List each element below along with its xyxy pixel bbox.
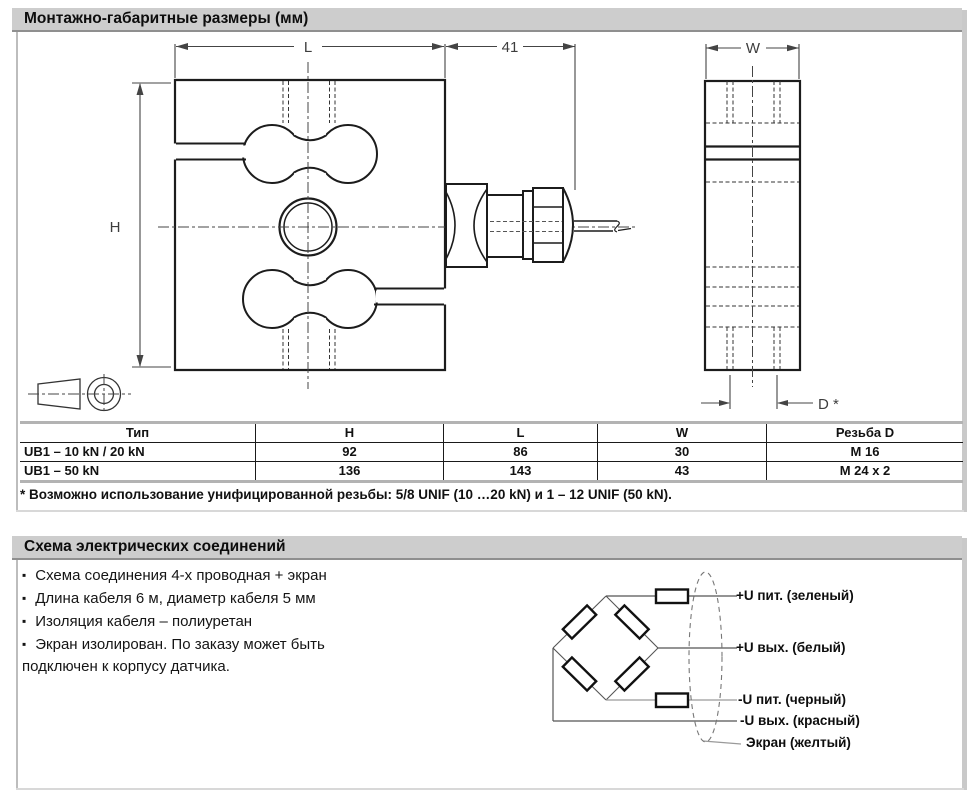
bullet-square-icon: ▪ <box>22 568 27 582</box>
table-footnote: * Возможно использование унифицированной резьбы: 5/8 UNIF (10 …20 kN) и 1 – 12 UNIF (50 kN). <box>20 487 672 502</box>
cell-l: 143 <box>443 462 597 480</box>
col-header-type: Тип <box>20 424 255 443</box>
wire-label-supply-minus: -U пит. (черный) <box>738 692 846 707</box>
cell-type: UB1 – 50 kN <box>24 463 100 478</box>
wire-label-supply-plus: +U пит. (зеленый) <box>736 588 854 603</box>
col-header-l: L <box>443 424 597 443</box>
list-item-text: Длина кабеля 6 м, диаметр кабеля 5 мм <box>35 590 316 607</box>
col-header-h: H <box>255 424 443 443</box>
cell-thread: M 16 <box>766 443 963 462</box>
cell-l: 86 <box>443 443 597 462</box>
dim-label-l: L <box>303 39 313 56</box>
section-title: Монтажно-габаритные размеры (мм) <box>24 10 309 27</box>
panel1-bottom-border <box>16 510 964 512</box>
list-item-text: Схема соединения 4-х проводная + экран <box>35 567 327 584</box>
cell-h: 136 <box>255 462 443 480</box>
bullet-square-icon: ▪ <box>22 591 27 605</box>
bullet-square-icon: ▪ <box>22 637 27 651</box>
cell-thread: M 24 x 2 <box>766 462 963 480</box>
col-header-w: W <box>597 424 766 443</box>
wire-label-output-minus: -U вых. (красный) <box>740 713 860 728</box>
dim-label-w: W <box>745 40 761 57</box>
cell-w: 43 <box>597 462 766 480</box>
strain-gauges <box>563 605 649 690</box>
list-item-text: Изоляция кабеля – полиуретан <box>35 613 253 630</box>
cell-h: 92 <box>255 443 443 462</box>
cable-shield-ellipse <box>689 572 722 742</box>
cable-gland <box>446 184 631 267</box>
dim-label-h: H <box>109 219 121 236</box>
side-view <box>705 66 800 387</box>
list-item-text: Экран изолирован. По заказу может быть подключен к корпусу датчика. <box>22 636 325 675</box>
bullet-square-icon: ▪ <box>22 614 27 628</box>
projection-symbol-icon <box>28 374 131 414</box>
dimensions-table <box>20 421 963 483</box>
section-title: Схема электрических соединений <box>24 538 286 555</box>
cell-type: UB1 – 10 kN / 20 kN <box>20 443 255 462</box>
dim-label-41: 41 <box>501 39 519 56</box>
wire-label-shield: Экран (желтый) <box>746 735 851 750</box>
bridge <box>553 596 658 700</box>
col-header-thread: Резьба D <box>766 424 963 443</box>
wire-label-output-plus: +U вых. (белый) <box>736 640 846 655</box>
cell-w: 30 <box>597 443 766 462</box>
dim-label-d: D * <box>818 396 839 413</box>
